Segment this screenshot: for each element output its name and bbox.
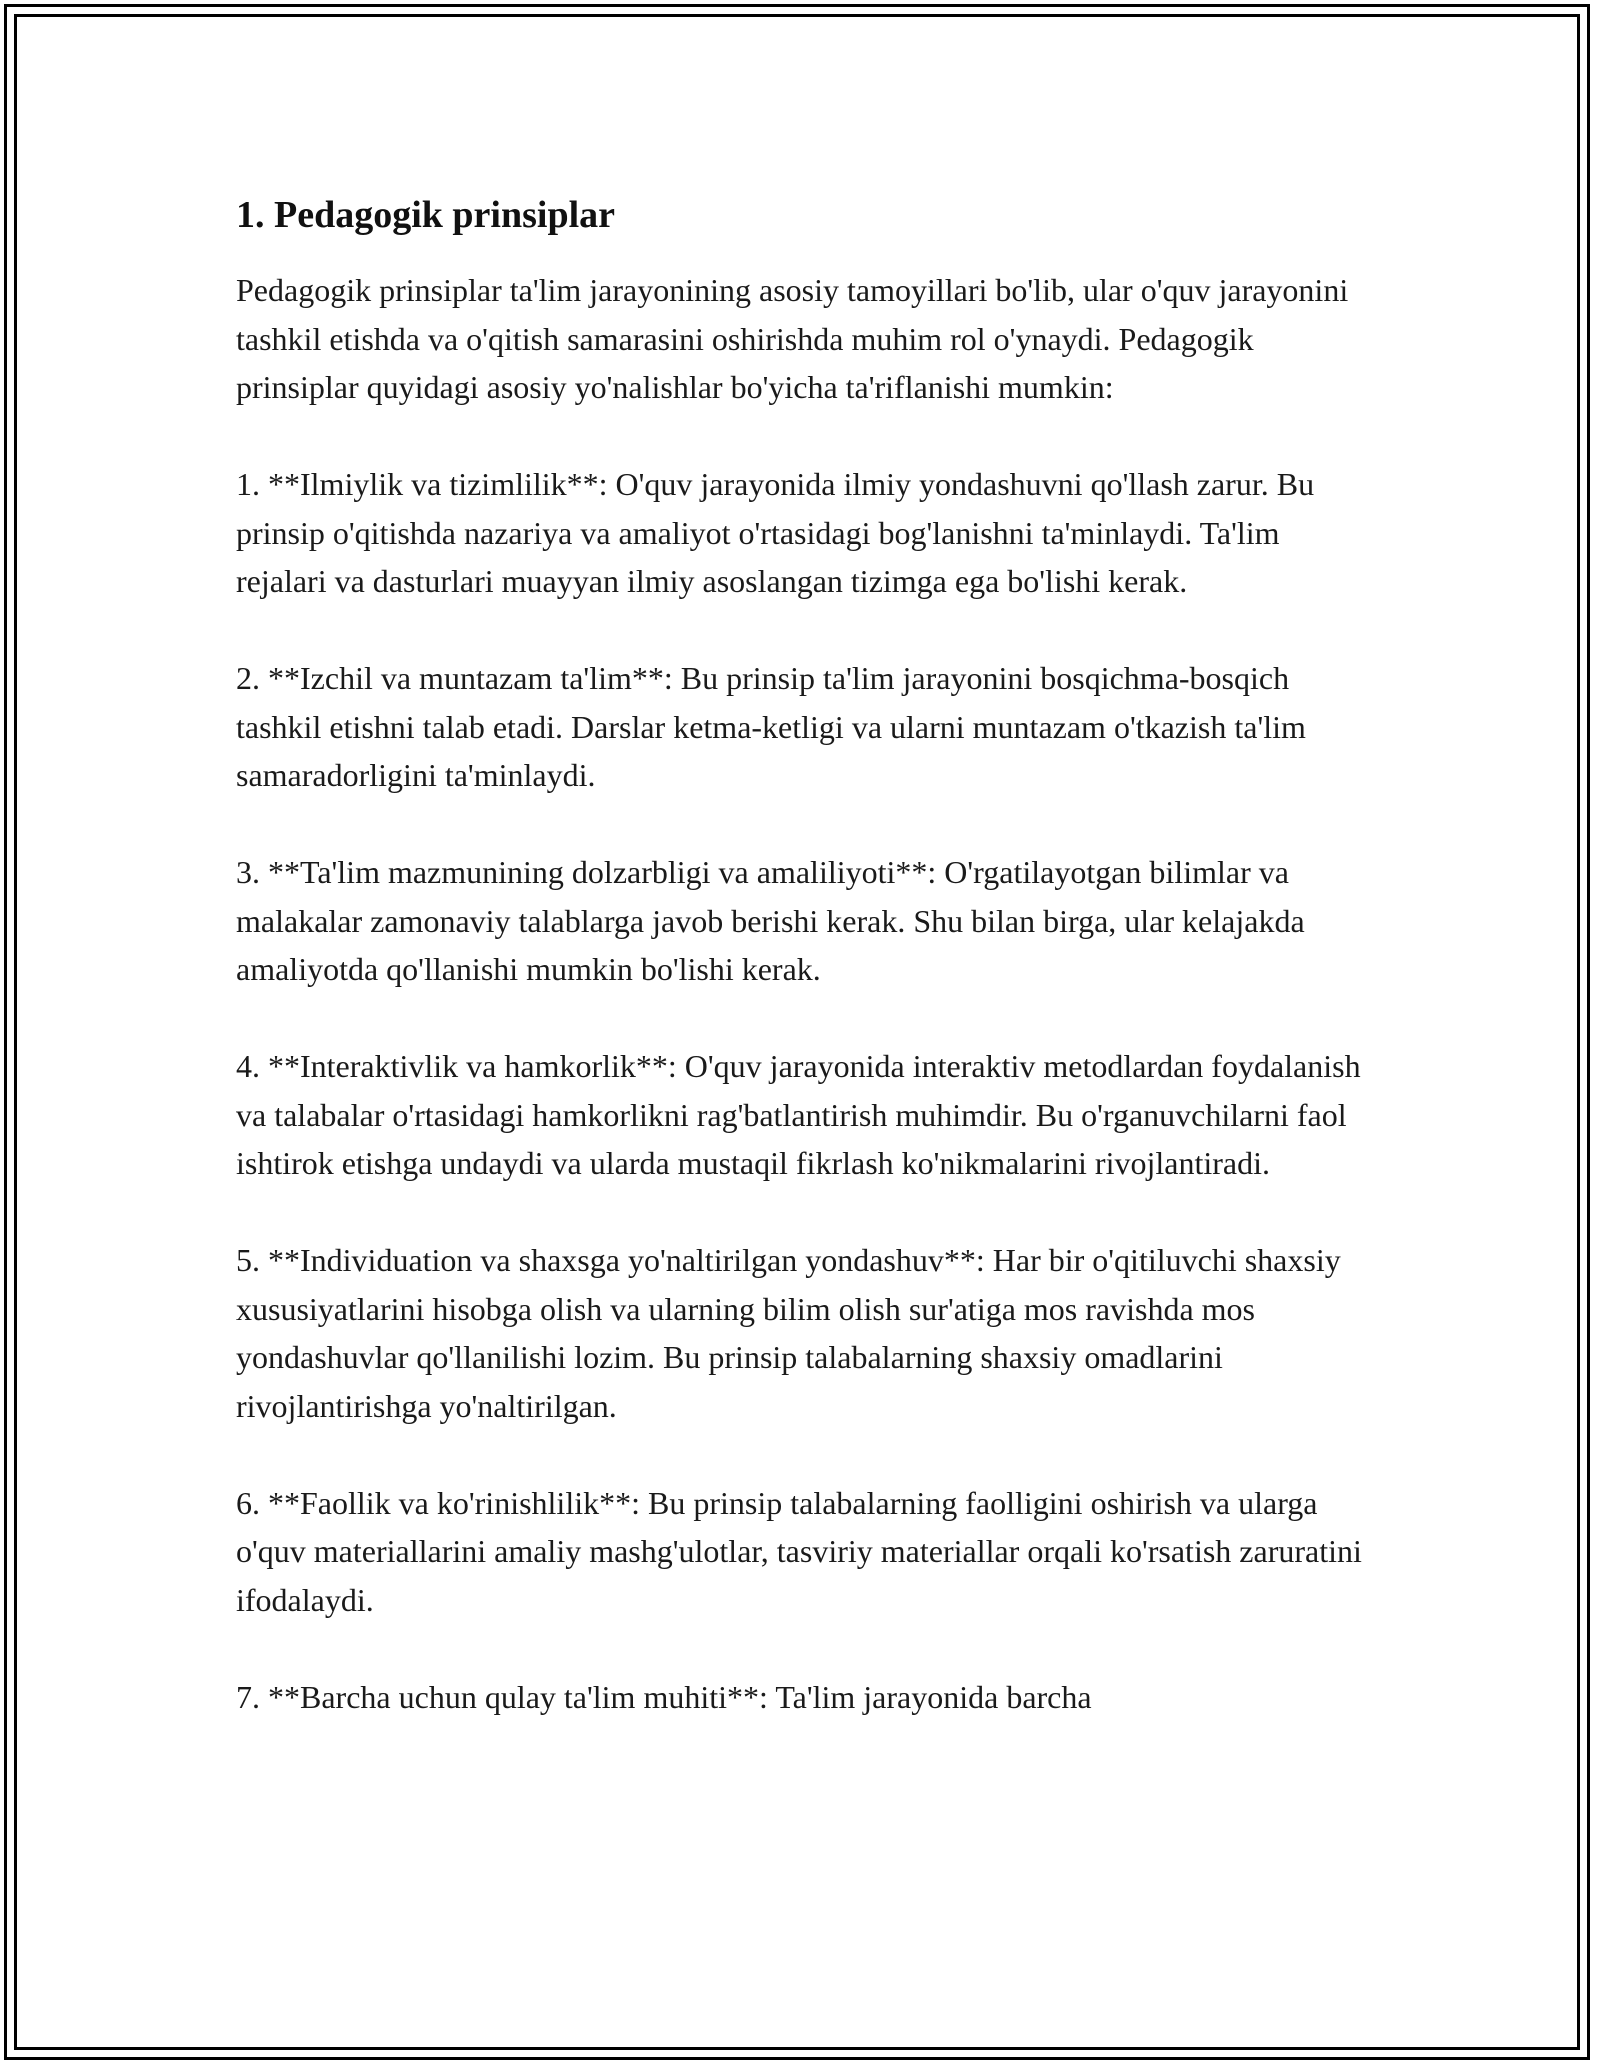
principle-item-7: 7. **Barcha uchun qulay ta'lim muhiti**: Ta'lim jarayonida barcha bbox=[236, 1678, 1092, 1715]
principle-item-5: 5. **Individuation va shaxsga yo'naltirilgan yondashuv**: Har bir o'qitiluvchi shaxsiy xususiyatlarini hisobga olish va ularning bilim olish sur'atiga mos ravishda mos yondashuvlar qo'llanilishi lozim. Bu prinsip talabalarning shaxsiy omadlarini rivojlantirishga yo'naltirilgan. bbox=[236, 1242, 1341, 1424]
principle-item-4: 4. **Interaktivlik va hamkorlik**: O'quv jarayonida interaktiv metodlardan foydalanish va talabalar o'rtasidagi hamkorlikni rag'batlantirish muhimdir. Bu o'rganuvchilarni faol ishtirok etishga undaydi va ularda mustaqil fikrlash ko'nikmalarini rivojlantiradi. bbox=[236, 1048, 1361, 1181]
intro-paragraph: Pedagogik prinsiplar ta'lim jarayonining asosiy tamoyillari bo'lib, ular o'quv jarayonini tashkil etishda va o'qitish samarasini oshirishda muhim rol o'ynaydi. Pedagogik prinsiplar quyidagi asosiy yo'nalishlar bo'yicha ta'riflanishi mumkin: bbox=[236, 272, 1349, 405]
principle-item-6: 6. **Faollik va ko'rinishlilik**: Bu prinsip talabalarning faolligini oshirish va ularga o'quv materiallarini amaliy mashg'ulotlar, tasviriy materiallar orqali ko'rsatish zaruratini ifodalaydi. bbox=[236, 1484, 1362, 1618]
document-page bbox=[236, 190, 1366, 1770]
section-heading: 1. Pedagogik prinsiplar bbox=[236, 194, 615, 236]
principle-item-3: 3. **Ta'lim mazmunining dolzarbligi va amaliliyoti**: O'rgatilayotgan bilimlar va malakalar zamonaviy talablarga javob berishi kerak. Shu bilan birga, ular kelajakda amaliyotda qo'llanishi mumkin bo'lishi kerak. bbox=[236, 854, 1305, 987]
principle-item-1: 1. **Ilmiylik va tizimlilik**: O'quv jarayonida ilmiy yondashuvni qo'llash zarur. Bu prinsip o'qitishda nazariya va amaliyot o'rtasidagi bog'lanishni ta'minlaydi. Ta'lim rejalari va dasturlari muayyan ilmiy asoslangan tizimga ega bo'lishi kerak. bbox=[236, 466, 1315, 599]
principle-item-2: 2. **Izchil va muntazam ta'lim**: Bu prinsip ta'lim jarayonini bosqichma-bosqich tashkil etishni talab etadi. Darslar ketma-ketligi va ularni muntazam o'tkazish ta'lim samaradorligini ta'minlaydi. bbox=[236, 660, 1306, 793]
